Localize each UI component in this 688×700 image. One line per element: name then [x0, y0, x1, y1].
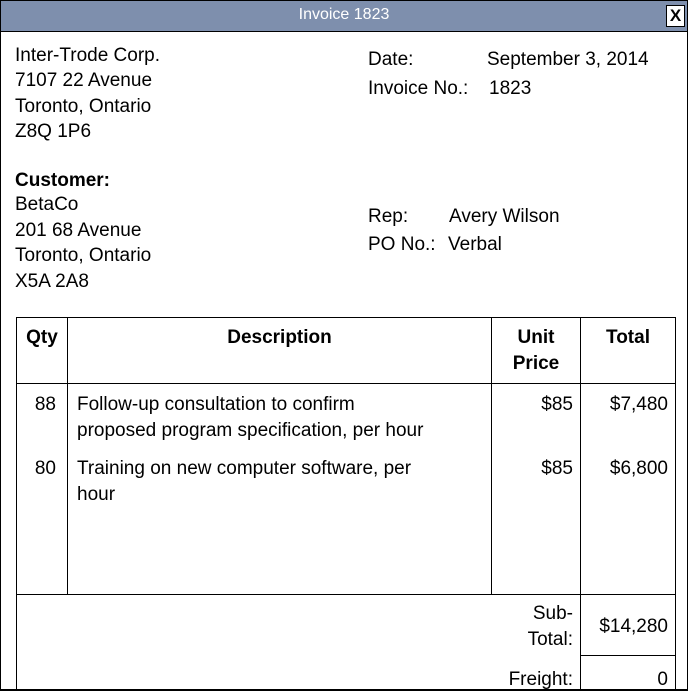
table-top-border [16, 317, 676, 318]
customer-street: 201 68 Avenue [15, 220, 142, 241]
invoice-no-value: 1823 [489, 78, 532, 99]
header-qty: Qty [26, 327, 58, 348]
company-city: Toronto, Ontario [15, 96, 152, 117]
row1-qty: 88 [34, 394, 56, 415]
header-description: Description [227, 327, 332, 348]
company-name: Inter-Trode Corp. [15, 45, 161, 66]
window-title: Invoice 1823 [298, 6, 390, 23]
rep-label: Rep: [368, 206, 409, 227]
line-items-table [16, 317, 676, 691]
subtotal-label-line1: Sub- [532, 603, 573, 624]
divider-qty [67, 317, 68, 594]
header-divider [16, 383, 676, 384]
table-right-border [675, 317, 676, 691]
body-divider [16, 594, 676, 595]
subtotal-divider [580, 655, 676, 656]
freight-value: 0 [657, 669, 668, 690]
po-value: Verbal [448, 234, 502, 255]
customer-name: BetaCo [15, 194, 79, 215]
header-unit-price-line2: Price [512, 353, 560, 374]
subtotal-value: $14,280 [599, 616, 668, 637]
invoice-no-label: Invoice No.: [368, 78, 469, 99]
row2-desc-line1: Training on new computer software, per [77, 458, 412, 479]
row1-desc-line2: proposed program specification, per hour [77, 420, 424, 441]
freight-label: Freight: [508, 669, 573, 690]
customer-postal: X5A 2A8 [15, 271, 89, 292]
subtotal-label-line2: Total: [527, 629, 573, 650]
row2-qty: 80 [34, 458, 56, 479]
table-left-border [16, 317, 17, 691]
row2-total: $6,800 [609, 458, 668, 479]
customer-city: Toronto, Ontario [15, 245, 152, 266]
company-postal: Z8Q 1P6 [15, 121, 92, 142]
row2-unit-price: $85 [541, 458, 573, 479]
date-value: September 3, 2014 [487, 49, 649, 70]
rep-value: Avery Wilson [449, 206, 560, 227]
row1-unit-price: $85 [541, 394, 573, 415]
row2-desc-line2: hour [77, 484, 116, 505]
company-street: 7107 22 Avenue [15, 70, 153, 91]
close-button[interactable]: X [666, 5, 685, 27]
title-bar [1, 1, 687, 32]
row1-desc-line1: Follow-up consultation to confirm [77, 394, 355, 415]
header-unit-price-line1: Unit [517, 327, 555, 348]
row1-total: $7,480 [609, 394, 668, 415]
date-label: Date: [368, 49, 414, 70]
po-label: PO No.: [368, 234, 436, 255]
header-total: Total [606, 327, 650, 348]
customer-heading: Customer: [15, 170, 111, 191]
